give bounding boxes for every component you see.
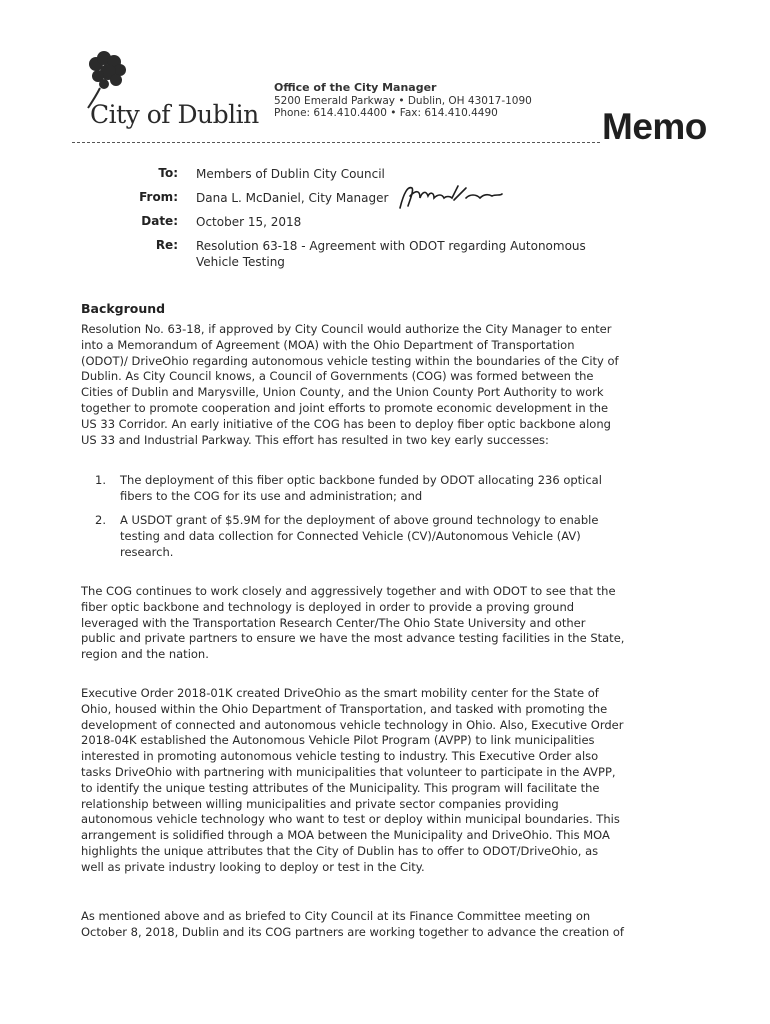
re-line-2: Vehicle Testing	[196, 255, 285, 269]
city-logo	[78, 50, 278, 130]
from-value: Dana L. McDaniel, City Manager	[196, 191, 389, 205]
paragraph-line: US 33 and Industrial Parkway. This effort has resulted in two key early successes:	[81, 432, 549, 447]
office-contact: Phone: 614.410.4400 • Fax: 614.410.4490	[274, 107, 498, 119]
list-line: research.	[120, 544, 174, 559]
paragraph-line: interested in promoting autonomous vehicle testing to industry. This Executive Order also	[81, 749, 599, 764]
list-line: fibers to the COG for its use and administration; and	[120, 488, 423, 503]
paragraph-line: 2018-04K established the Autonomous Vehicle Pilot Program (AVPP) to link municipalities	[81, 733, 595, 748]
re-value	[196, 238, 616, 270]
paragraph-line: The COG continues to work closely and aggressively together and with ODOT to see that the	[81, 584, 616, 598]
list-line: A USDOT grant of $5.9M for the deployment of above ground technology to enable	[120, 513, 599, 527]
paragraph-line: autonomous vehicle technology who want to test or deploy within municipal boundaries. This	[81, 812, 620, 827]
paragraph-line: arrangement is solidified through a MOA between the Municipality and DriveOhio. This MOA	[81, 828, 610, 843]
signature-icon	[396, 182, 506, 212]
paragraph-1	[81, 322, 701, 448]
city-name: City of Dublin	[90, 100, 259, 129]
background-heading: Background	[81, 301, 166, 316]
paragraph-line: US 33 Corridor. An early initiative of the COG has been to deploy fiber optic backbone along	[81, 416, 611, 431]
paragraph-line: public and private partners to ensure we have the most advance testing facilities in the State,	[81, 631, 625, 646]
paragraph-line: development of connected and autonomous vehicle technology in Ohio. Also, Executive Order	[81, 717, 624, 732]
list-line: The deployment of this fiber optic backbone funded by ODOT allocating 236 optical	[120, 473, 602, 487]
from-label: From:	[139, 190, 178, 204]
paragraph-line: into a Memorandum of Agreement (MOA) with the Ohio Department of Transportation	[81, 337, 575, 352]
paragraph-line: fiber optic backbone and technology is deployed in order to provide a proving ground	[81, 599, 575, 614]
paragraph-line: Cities of Dublin and Marysville, Union County, and the Union County Port Authority to work	[81, 385, 604, 400]
paragraph-4	[81, 909, 701, 941]
list-number: 2.	[95, 513, 106, 527]
paragraph-line: As mentioned above and as briefed to City Council at its Finance Committee meeting on	[81, 909, 591, 923]
paragraph-line: Executive Order 2018-01K created DriveOhio as the smart mobility center for the State of	[81, 686, 599, 700]
paragraph-line: October 8, 2018, Dublin and its COG partners are working together to advance the creation of	[81, 924, 624, 939]
to-value: Members of Dublin City Council	[196, 167, 385, 181]
re-line-1: Resolution 63-18 - Agreement with ODOT regarding Autonomous	[196, 239, 586, 253]
paragraph-2	[81, 584, 701, 663]
paragraph-line: Dublin. As City Council knows, a Council of Governments (COG) was formed between the	[81, 369, 594, 384]
re-label: Re:	[155, 238, 178, 252]
paragraph-line: to identify the unique testing attributes of the Municipality. This program will facilitate the	[81, 780, 600, 795]
paragraph-line: together to promote cooperation and joint efforts to promote economic development in the	[81, 400, 609, 415]
office-title: Office of the City Manager	[274, 81, 437, 94]
memo-title: Memo	[602, 106, 707, 147]
office-info	[274, 82, 532, 120]
paragraph-line: region and the nation.	[81, 647, 209, 662]
header-divider	[72, 142, 600, 143]
to-label: To:	[158, 166, 178, 180]
paragraph-line: Ohio, housed within the Ohio Department of Transportation, and tasked with promoting the	[81, 701, 608, 716]
paragraph-line: Resolution No. 63-18, if approved by City Council would authorize the City Manager to enter	[81, 322, 612, 336]
paragraph-3	[81, 686, 701, 876]
paragraph-line: highlights the unique attributes that the City of Dublin has to offer to ODOT/DriveOhio, as	[81, 843, 599, 858]
date-value: October 15, 2018	[196, 215, 302, 229]
date-label: Date:	[141, 214, 178, 228]
paragraph-line: leveraged with the Transportation Research Center/The Ohio State University and other	[81, 615, 586, 630]
paragraph-line: tasks DriveOhio with partnering with municipalities that volunteer to participate in the AVPP,	[81, 764, 616, 779]
list-line: testing and data collection for Connected Vehicle (CV)/Autonomous Vehicle (AV)	[120, 528, 581, 543]
paragraph-line: well as private industry looking to deploy or test in the City.	[81, 859, 425, 874]
list-number: 1.	[95, 473, 106, 487]
paragraph-line: relationship between willing municipalities and private sector companies providing	[81, 796, 559, 811]
paragraph-line: (ODOT)/ DriveOhio regarding autonomous vehicle testing within the boundaries of the City of	[81, 353, 619, 368]
office-address: 5200 Emerald Parkway • Dublin, OH 43017-1090	[274, 94, 532, 107]
